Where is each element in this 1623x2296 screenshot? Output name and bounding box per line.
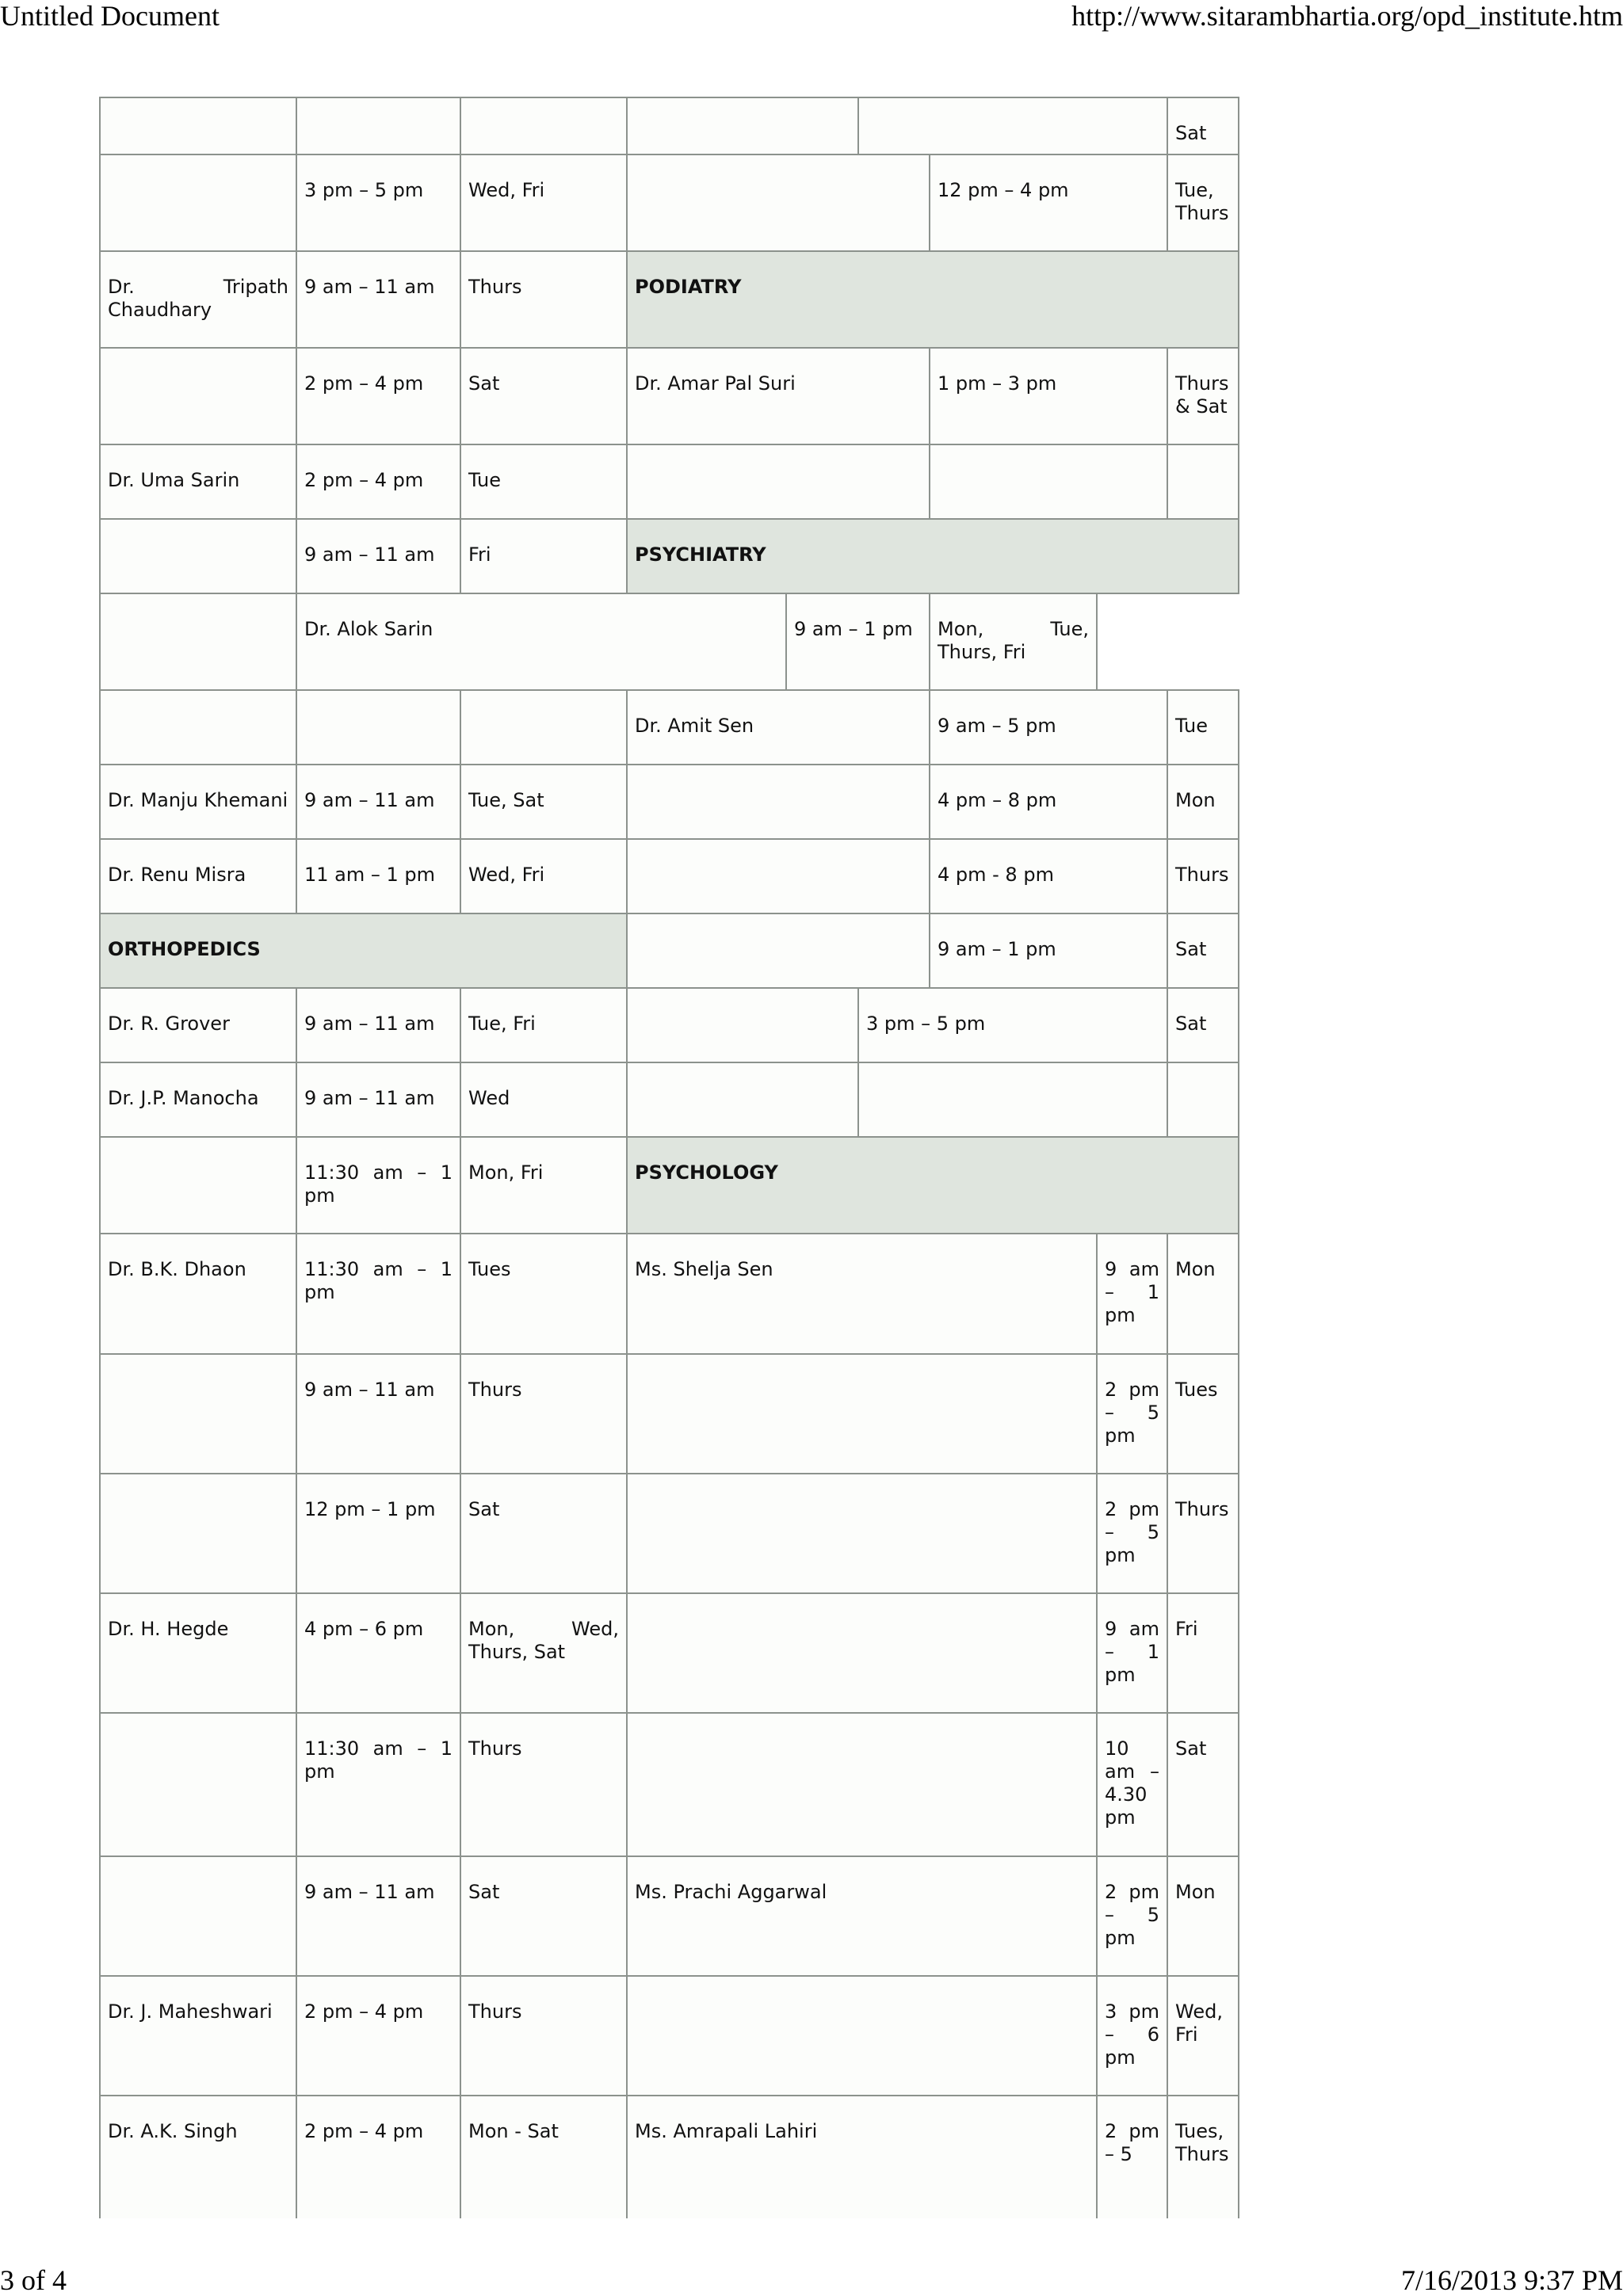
table-cell: Sat bbox=[460, 1473, 628, 1594]
table-cell: Thurs bbox=[1167, 838, 1239, 914]
table-cell: Thurs bbox=[460, 1975, 628, 2096]
table-cell: 11:30 am – 1 pm bbox=[296, 1233, 461, 1355]
table-cell: Dr. R. Grover bbox=[99, 987, 297, 1063]
page-url: http://www.sitarambhartia.org/opd_institute.htm bbox=[1071, 0, 1623, 32]
table-cell: Sat bbox=[1167, 913, 1239, 989]
table-cell: 3 pm – 5 pm bbox=[857, 987, 1168, 1063]
table-cell: Mon - Sat bbox=[460, 2095, 628, 2218]
table-cell: 2 pm – 4 pm bbox=[296, 347, 461, 445]
table-cell bbox=[857, 97, 1168, 155]
table-cell: 9 am – 11 am bbox=[296, 764, 461, 840]
table-cell bbox=[296, 97, 461, 155]
table-cell: Wed, Fri bbox=[460, 838, 628, 914]
table-cell bbox=[626, 913, 930, 989]
table-cell bbox=[626, 987, 859, 1063]
table-cell: 2 pm – 4 pm bbox=[296, 444, 461, 520]
table-cell: Tues bbox=[460, 1233, 628, 1355]
section-header-cell: ORTHOPEDICS bbox=[99, 913, 628, 989]
table-cell: Mon, Wed, Thurs, Sat bbox=[460, 1592, 628, 1714]
table-cell bbox=[460, 689, 628, 765]
table-cell: Dr. Renu Misra bbox=[99, 838, 297, 914]
table-cell: Tue, Fri bbox=[460, 987, 628, 1063]
table-cell: Tues bbox=[1167, 1353, 1239, 1474]
table-cell: 11:30 am – 1 pm bbox=[296, 1712, 461, 1857]
table-cell: Mon bbox=[1167, 1233, 1239, 1355]
table-cell: Wed, Fri bbox=[460, 154, 628, 252]
table-cell bbox=[626, 838, 930, 914]
table-cell: Thurs & Sat bbox=[1167, 347, 1239, 445]
table-cell bbox=[1167, 1062, 1239, 1138]
table-cell bbox=[99, 1712, 297, 1857]
table-cell: Sat bbox=[1167, 1712, 1239, 1857]
table-cell: 9 am – 11 am bbox=[296, 1062, 461, 1138]
table-cell: Wed bbox=[460, 1062, 628, 1138]
table-cell bbox=[626, 1473, 1098, 1594]
table-cell: 1 pm – 3 pm bbox=[929, 347, 1168, 445]
table-cell: Fri bbox=[460, 518, 628, 594]
table-cell: 2 pm – 5 pm bbox=[1096, 1473, 1168, 1594]
table-cell: 9 am – 1 pm bbox=[785, 593, 930, 691]
table-cell bbox=[99, 1473, 297, 1594]
table-cell bbox=[99, 154, 297, 252]
table-cell: 12 pm – 4 pm bbox=[929, 154, 1168, 252]
page-indicator: 3 of 4 bbox=[0, 2264, 67, 2296]
table-cell bbox=[626, 1592, 1098, 1714]
section-header-cell: PSYCHIATRY bbox=[626, 518, 1239, 594]
table-cell: Dr. A.K. Singh bbox=[99, 2095, 297, 2218]
table-cell: 12 pm – 1 pm bbox=[296, 1473, 461, 1594]
table-cell: 3 pm – 6 pm bbox=[1096, 1975, 1168, 2096]
table-cell: 2 pm – 4 pm bbox=[296, 2095, 461, 2218]
table-cell: 4 pm - 8 pm bbox=[929, 838, 1168, 914]
table-cell bbox=[460, 97, 628, 155]
table-cell: Ms. Shelja Sen bbox=[626, 1233, 1098, 1355]
table-cell: Thurs bbox=[460, 1712, 628, 1857]
table-cell: Mon, Fri bbox=[460, 1136, 628, 1234]
table-cell: Sat bbox=[1167, 987, 1239, 1063]
table-cell bbox=[99, 97, 297, 155]
section-header-cell: PODIATRY bbox=[626, 250, 1239, 349]
table-cell: 3 pm – 5 pm bbox=[296, 154, 461, 252]
page-title: Untitled Document bbox=[0, 0, 220, 32]
table-cell: Sat bbox=[460, 1855, 628, 1977]
table-cell bbox=[626, 1353, 1098, 1474]
table-cell bbox=[99, 689, 297, 765]
table-cell: Dr. Uma Sarin bbox=[99, 444, 297, 520]
table-cell: 9 am – 11 am bbox=[296, 1855, 461, 1977]
table-cell bbox=[626, 1062, 859, 1138]
table-cell: 2 pm – 5 bbox=[1096, 2095, 1168, 2218]
table-cell: Tue bbox=[460, 444, 628, 520]
table-cell bbox=[99, 347, 297, 445]
table-cell: 2 pm – 5 pm bbox=[1096, 1353, 1168, 1474]
table-cell: 9 am – 11 am bbox=[296, 250, 461, 349]
table-cell: 9 am – 11 am bbox=[296, 1353, 461, 1474]
table-cell bbox=[99, 1855, 297, 1977]
table-cell: Sat bbox=[1167, 97, 1239, 155]
table-cell: Fri bbox=[1167, 1592, 1239, 1714]
table-cell bbox=[626, 97, 859, 155]
table-cell: Dr. Amit Sen bbox=[626, 689, 930, 765]
table-cell: 9 am – 1 pm bbox=[929, 913, 1168, 989]
table-cell: 11:30 am – 1 pm bbox=[296, 1136, 461, 1234]
table-cell bbox=[99, 593, 297, 691]
table-cell: Mon bbox=[1167, 764, 1239, 840]
table-cell bbox=[626, 444, 930, 520]
table-cell: Ms. Amrapali Lahiri bbox=[626, 2095, 1098, 2218]
table-cell: 2 pm – 4 pm bbox=[296, 1975, 461, 2096]
table-cell: 4 pm – 8 pm bbox=[929, 764, 1168, 840]
print-datetime: 7/16/2013 9:37 PM bbox=[1400, 2264, 1623, 2296]
table-cell: Dr. J.P. Manocha bbox=[99, 1062, 297, 1138]
table-cell bbox=[626, 1712, 1098, 1857]
table-cell bbox=[857, 1062, 1168, 1138]
section-header-cell: PSYCHOLOGY bbox=[626, 1136, 1239, 1234]
table-cell: 9 am – 5 pm bbox=[929, 689, 1168, 765]
table-cell: Tues, Thurs bbox=[1167, 2095, 1239, 2218]
table-cell: Dr. H. Hegde bbox=[99, 1592, 297, 1714]
table-cell: 4 pm – 6 pm bbox=[296, 1592, 461, 1714]
table-cell: Dr. Tripath Chaudhary bbox=[99, 250, 297, 349]
table-cell bbox=[626, 764, 930, 840]
table-cell: Dr. J. Maheshwari bbox=[99, 1975, 297, 2096]
table-cell: Tue bbox=[1167, 689, 1239, 765]
table-cell: 9 am – 11 am bbox=[296, 518, 461, 594]
table-cell: 11 am – 1 pm bbox=[296, 838, 461, 914]
table-cell bbox=[99, 1136, 297, 1234]
table-cell: 9 am – 11 am bbox=[296, 987, 461, 1063]
table-cell bbox=[1167, 444, 1239, 520]
table-cell: Tue, Thurs bbox=[1167, 154, 1239, 252]
table-cell: 2 pm – 5 pm bbox=[1096, 1855, 1168, 1977]
table-cell bbox=[99, 518, 297, 594]
table-cell: Thurs bbox=[1167, 1473, 1239, 1594]
table-cell: Dr. Amar Pal Suri bbox=[626, 347, 930, 445]
table-cell: Dr. B.K. Dhaon bbox=[99, 1233, 297, 1355]
table-cell: Dr. Alok Sarin bbox=[296, 593, 787, 691]
table-cell bbox=[296, 689, 461, 765]
table-cell: 9 am – 1 pm bbox=[1096, 1592, 1168, 1714]
table-cell bbox=[626, 1975, 1098, 2096]
table-cell: 9 am – 1 pm bbox=[1096, 1233, 1168, 1355]
table-cell: Dr. Manju Khemani bbox=[99, 764, 297, 840]
table-cell: Mon bbox=[1167, 1855, 1239, 1977]
table-cell: Ms. Prachi Aggarwal bbox=[626, 1855, 1098, 1977]
table-cell bbox=[626, 154, 930, 252]
table-cell: Mon, Tue, Thurs, Fri bbox=[929, 593, 1098, 691]
table-cell: 10 am – 4.30 pm bbox=[1096, 1712, 1168, 1857]
table-cell: Tue, Sat bbox=[460, 764, 628, 840]
table-cell: Thurs bbox=[460, 250, 628, 349]
table-cell: Thurs bbox=[460, 1353, 628, 1474]
table-cell bbox=[929, 444, 1168, 520]
table-cell: Sat bbox=[460, 347, 628, 445]
table-cell bbox=[99, 1353, 297, 1474]
table-cell: Wed, Fri bbox=[1167, 1975, 1239, 2096]
